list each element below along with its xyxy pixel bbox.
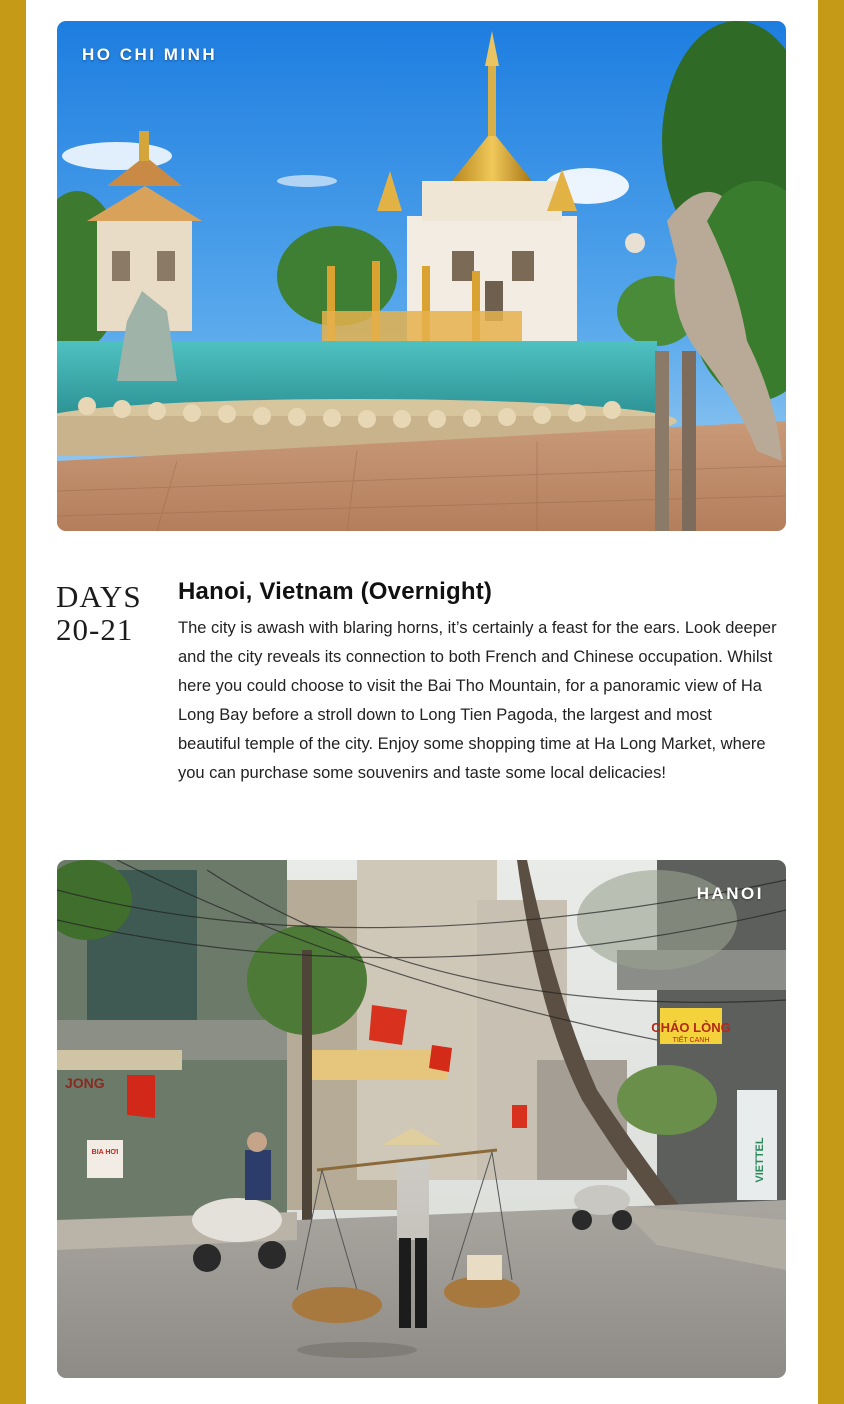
itinerary-description: The city is awash with blaring horns, it’s certainly a feast for the ears. Look deeper and the city reveals its connection to both French and Chinese occupation. Whilst here you could choose to visit the Bai Tho Mountain, for a panoramic view of Ha Long Bay before a stroll down to Long Tien Pagoda, the largest and most beautiful temple of the city. Enjoy some shopping time at Ha Long Market, where you can purchase some souvenirs and taste some local delicacies! bbox=[178, 619, 777, 782]
photo-caption-hanoi: HANOI bbox=[696, 884, 764, 903]
hanoi-photo bbox=[57, 860, 786, 1378]
photo-caption-ho-chi-minh: HO CHI MINH bbox=[82, 45, 218, 64]
itinerary-title: Hanoi, Vietnam (Overnight) bbox=[178, 578, 493, 605]
left-gold-border bbox=[0, 0, 26, 1404]
shop-sign-subtext: TIẾT CANH bbox=[672, 1037, 710, 1044]
days-range: 20-21 bbox=[56, 612, 134, 647]
hanoi-street-illustration bbox=[57, 860, 786, 1378]
bia-hoi-sign-text: BIA HƠI bbox=[91, 1149, 119, 1156]
right-gold-border bbox=[818, 0, 844, 1404]
days-label bbox=[56, 580, 166, 646]
days-word: DAYS bbox=[56, 579, 142, 614]
left-shop-sign-text: JONG bbox=[65, 1075, 105, 1091]
ho-chi-minh-photo bbox=[57, 21, 786, 531]
viettel-sign-text: VIETTEL bbox=[754, 1137, 766, 1183]
pagoda-illustration bbox=[57, 21, 786, 531]
shop-sign-text: CHÁO LÒNG bbox=[651, 1020, 731, 1035]
